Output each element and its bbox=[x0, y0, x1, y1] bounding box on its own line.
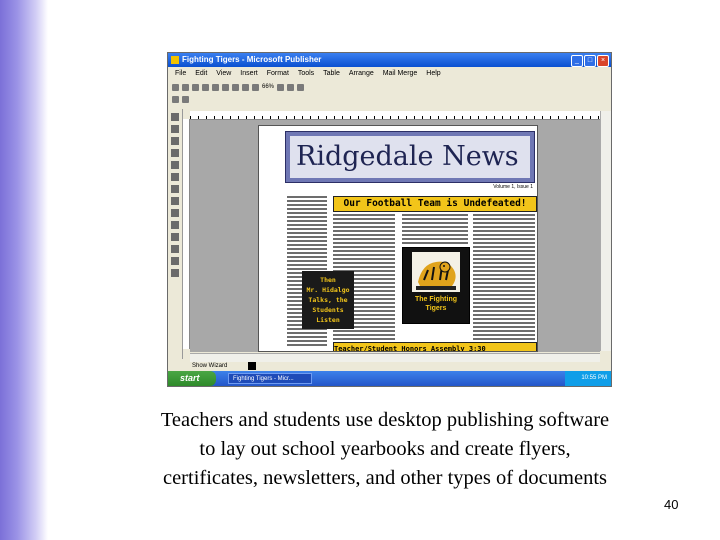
newsletter-page[interactable] bbox=[258, 125, 538, 352]
menu-table[interactable]: Table bbox=[323, 70, 340, 77]
wordart-icon[interactable] bbox=[171, 149, 179, 157]
photo-caption bbox=[403, 295, 469, 313]
sidebar-line: Mr. Hidalgo bbox=[306, 286, 350, 294]
tiger-mascot-image bbox=[412, 252, 460, 292]
undo-icon[interactable] bbox=[242, 84, 249, 91]
headline[interactable]: Our Football Team is Undefeated! bbox=[333, 196, 537, 212]
arrow-icon[interactable] bbox=[171, 197, 179, 205]
article-column-4[interactable] bbox=[473, 214, 535, 340]
masthead[interactable] bbox=[285, 131, 535, 183]
format-icon[interactable] bbox=[172, 96, 179, 103]
maximize-button[interactable]: □ bbox=[584, 55, 596, 67]
align-icon[interactable] bbox=[182, 96, 189, 103]
cut-icon[interactable] bbox=[212, 84, 219, 91]
standard-toolbar bbox=[168, 81, 611, 93]
caption-line: to lay out school yearbooks and create flyers, bbox=[199, 438, 571, 460]
vertical-ruler[interactable] bbox=[183, 119, 190, 349]
picture-icon[interactable] bbox=[171, 161, 179, 169]
slide-accent-bar bbox=[0, 0, 48, 540]
masthead-title: Ridgedale News bbox=[290, 136, 530, 178]
publisher-screenshot bbox=[167, 52, 612, 387]
help-icon[interactable] bbox=[297, 84, 304, 91]
slide-caption bbox=[100, 406, 670, 493]
publisher-app-icon bbox=[171, 56, 179, 64]
horizontal-ruler[interactable] bbox=[190, 111, 600, 120]
table-icon[interactable] bbox=[171, 137, 179, 145]
menu-format[interactable]: Format bbox=[266, 70, 289, 77]
sidebar-line: Students bbox=[312, 306, 344, 314]
sidebar-quote[interactable] bbox=[302, 271, 354, 329]
slide-page-number: 40 bbox=[664, 497, 679, 512]
new-icon[interactable] bbox=[172, 84, 179, 91]
bottom-headline[interactable]: Teacher/Student Honors Assembly 3:30 bbox=[333, 342, 537, 352]
window-title: Fighting Tigers - Microsoft Publisher bbox=[182, 55, 322, 64]
sidebar-line: Listen bbox=[316, 316, 340, 324]
taskbar-publisher-item[interactable]: Fighting Tigers - Micr... bbox=[228, 373, 312, 384]
line-icon[interactable] bbox=[171, 185, 179, 193]
save-icon[interactable] bbox=[192, 84, 199, 91]
copy-icon[interactable] bbox=[222, 84, 229, 91]
menu-arrange[interactable]: Arrange bbox=[348, 70, 374, 77]
minimize-button[interactable]: _ bbox=[571, 55, 583, 67]
autoshapes-icon[interactable] bbox=[171, 233, 179, 241]
rectangle-icon[interactable] bbox=[171, 221, 179, 229]
show-wizard-button[interactable]: Show Wizard bbox=[192, 363, 228, 369]
sidebar-line: Then bbox=[320, 276, 336, 284]
toolbars bbox=[168, 81, 611, 107]
start-button[interactable]: start bbox=[168, 371, 216, 386]
oval-icon[interactable] bbox=[171, 209, 179, 217]
menu-bar bbox=[168, 68, 611, 80]
windows-taskbar bbox=[168, 371, 611, 386]
tiger-photo-frame[interactable] bbox=[402, 247, 470, 324]
menu-tools[interactable]: Tools bbox=[297, 70, 315, 77]
volume-issue: Volume 1, Issue 1 bbox=[493, 184, 533, 190]
vertical-scrollbar[interactable] bbox=[600, 111, 612, 351]
photo-caption-line: The Fighting bbox=[415, 296, 457, 303]
print-icon[interactable] bbox=[202, 84, 209, 91]
paste-icon[interactable] bbox=[232, 84, 239, 91]
pointer-icon[interactable] bbox=[171, 113, 179, 121]
form-control-icon[interactable] bbox=[171, 257, 179, 265]
window-controls bbox=[571, 55, 609, 67]
zoom-in-icon[interactable] bbox=[287, 84, 294, 91]
title-bar bbox=[168, 53, 611, 67]
system-tray-clock: 10:55 PM bbox=[565, 371, 611, 386]
zoom-out-icon[interactable] bbox=[277, 84, 284, 91]
objects-toolbar bbox=[168, 109, 183, 359]
page-navigator[interactable] bbox=[248, 362, 256, 370]
caption-line: certificates, newsletters, and other types of documents bbox=[162, 467, 607, 489]
caption-line: Teachers and students use desktop publishing software bbox=[160, 409, 610, 431]
menu-mail-merge[interactable]: Mail Merge bbox=[382, 70, 418, 77]
redo-icon[interactable] bbox=[252, 84, 259, 91]
zoom-field[interactable]: 66% bbox=[262, 84, 275, 90]
hot-spot-icon[interactable] bbox=[171, 245, 179, 253]
article-column-3[interactable] bbox=[402, 214, 468, 244]
status-bar bbox=[168, 361, 611, 371]
menu-view[interactable]: View bbox=[216, 70, 232, 77]
clip-art-icon[interactable] bbox=[171, 173, 179, 181]
open-icon[interactable] bbox=[182, 84, 189, 91]
close-button[interactable]: × bbox=[597, 55, 609, 67]
text-box-icon[interactable] bbox=[171, 125, 179, 133]
menu-edit[interactable]: Edit bbox=[195, 70, 208, 77]
menu-insert[interactable]: Insert bbox=[240, 70, 258, 77]
formatting-toolbar bbox=[168, 93, 611, 105]
sidebar-line: Talks, the bbox=[308, 296, 348, 304]
photo-caption-line: Tigers bbox=[425, 305, 447, 312]
menu-file[interactable]: File bbox=[175, 70, 187, 77]
menu-help[interactable]: Help bbox=[426, 70, 441, 77]
design-gallery-icon[interactable] bbox=[171, 269, 179, 277]
